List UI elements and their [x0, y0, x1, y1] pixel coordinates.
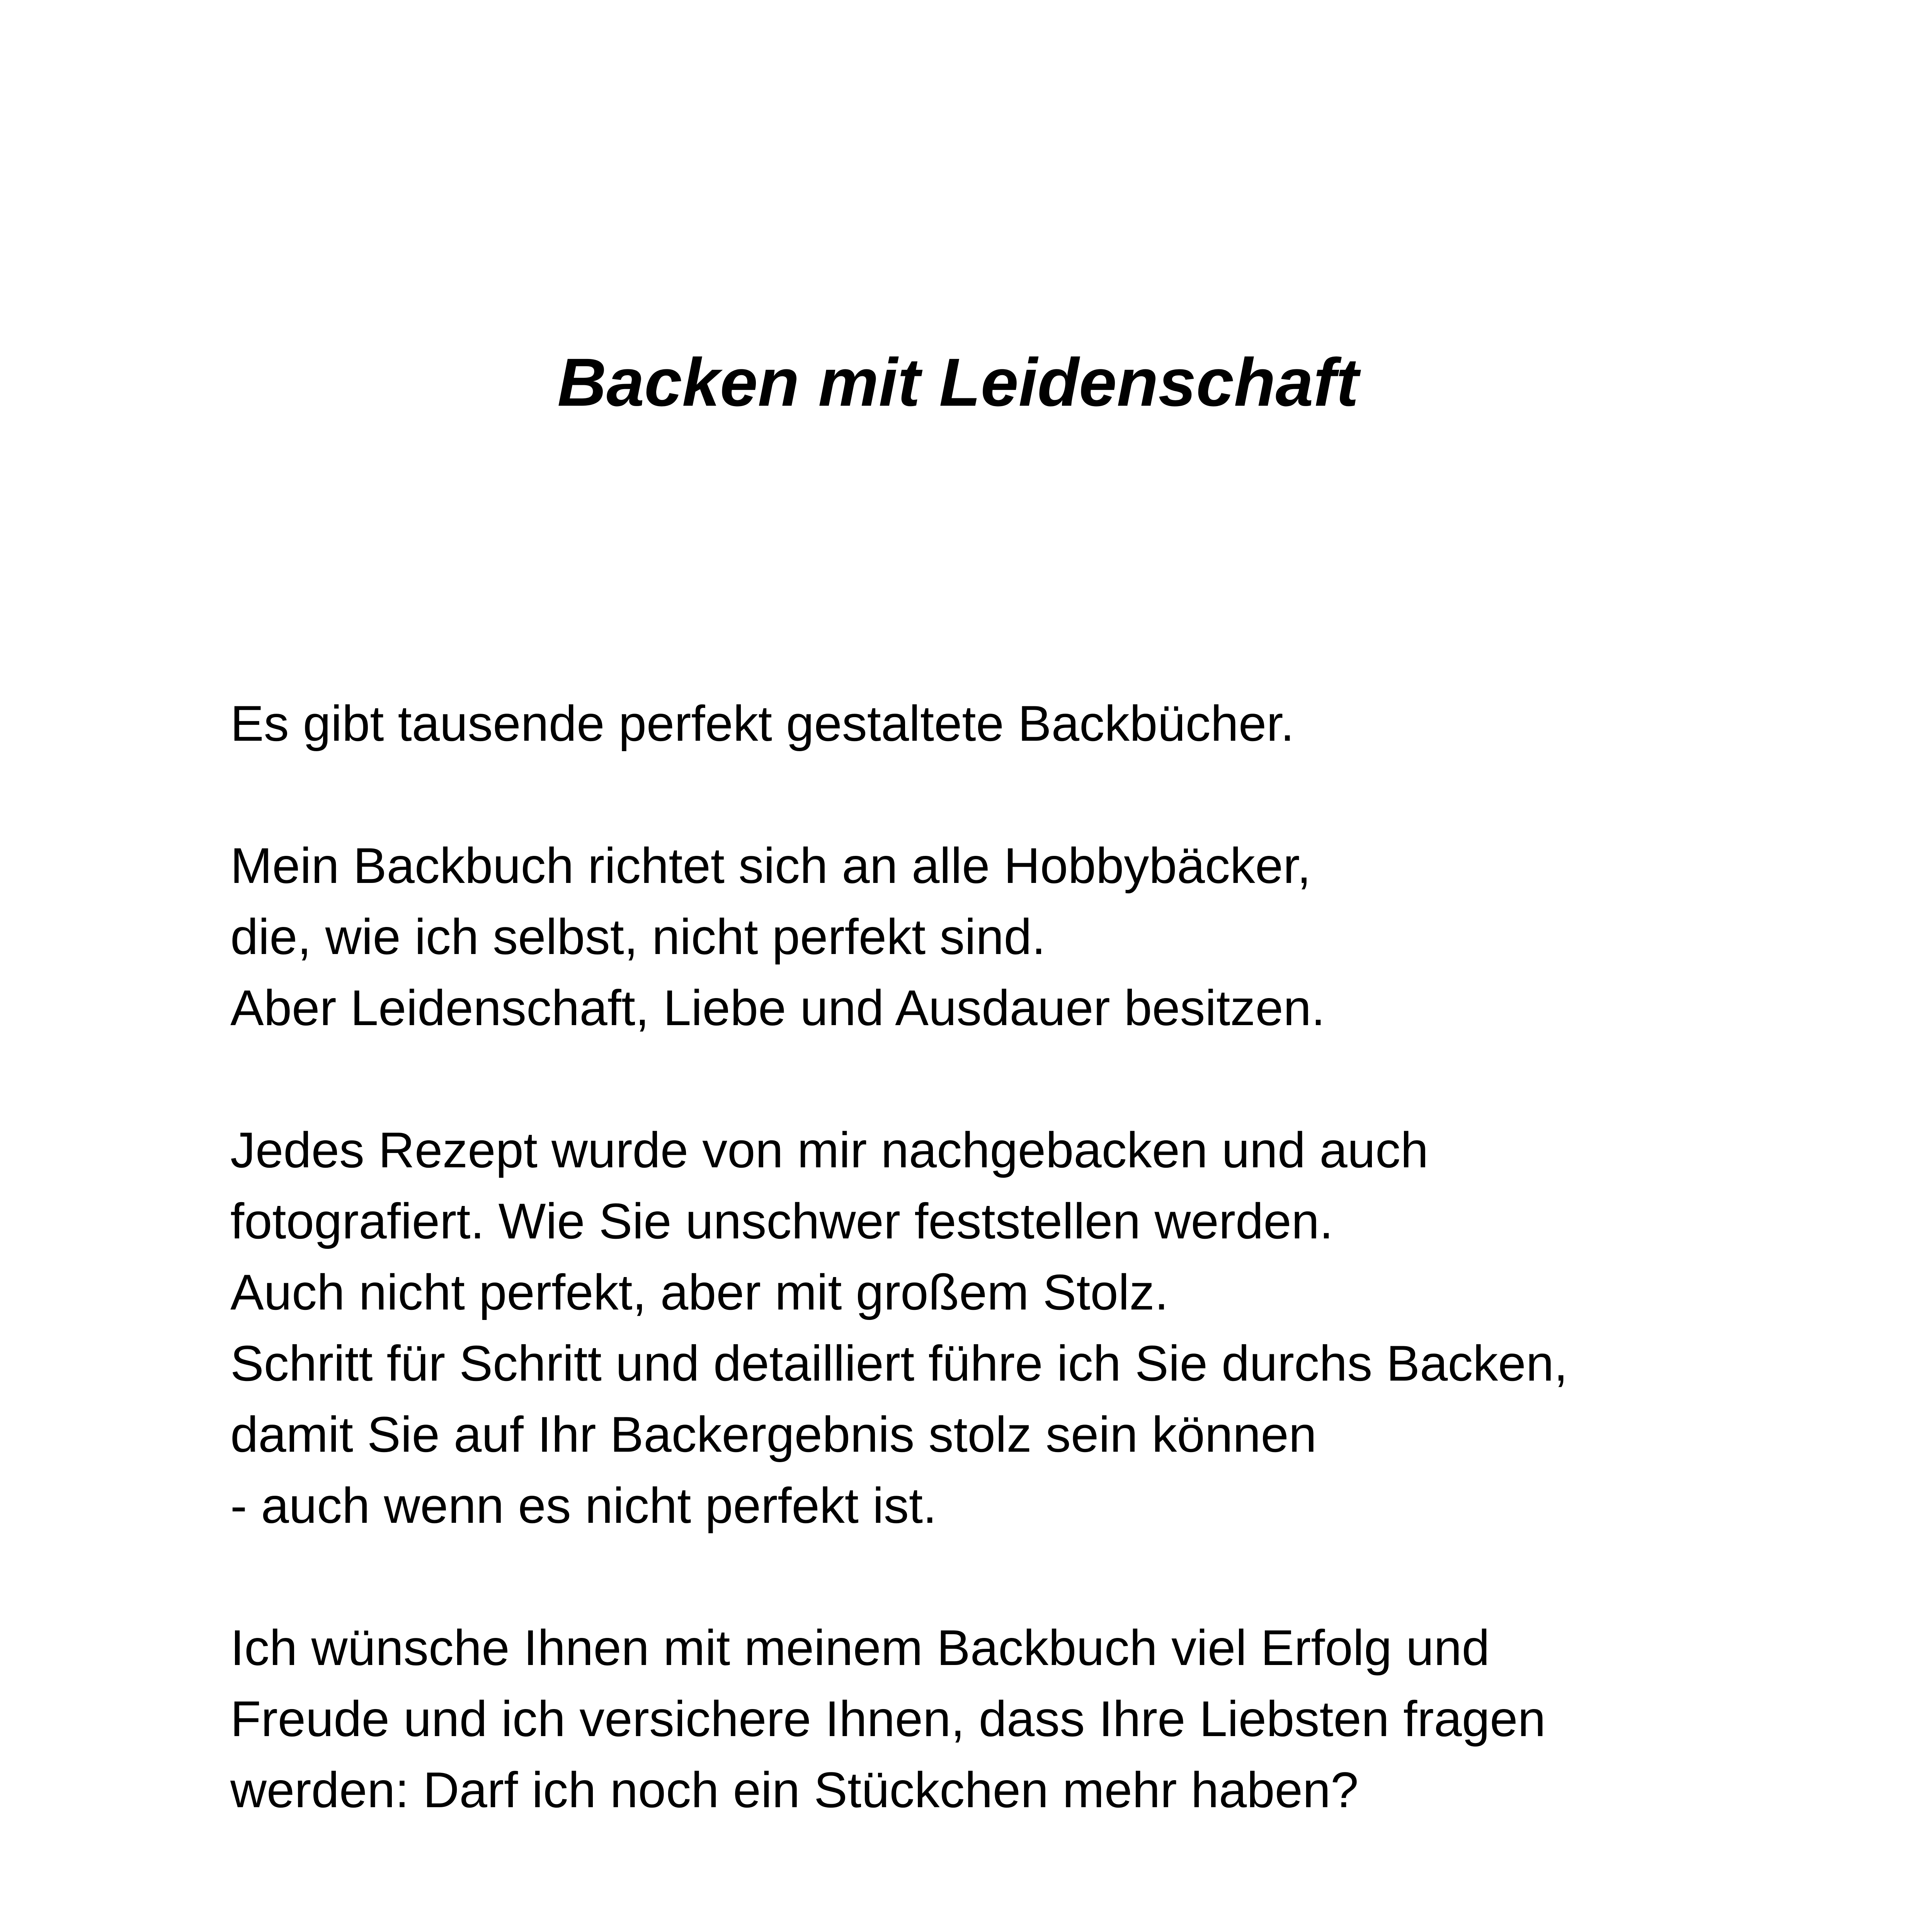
text-line: werden: Darf ich noch ein Stückchen mehr haben?: [230, 1762, 1359, 1818]
page-title: Backen mit Leidenschaft: [557, 345, 1359, 420]
text-line: Schritt für Schritt und detailliert führe ich Sie durchs Backen,: [230, 1335, 1568, 1391]
text-line: Es gibt tausende perfekt gestaltete Backbücher.: [230, 695, 1295, 752]
text-line: fotografiert. Wie Sie unschwer feststellen werden.: [230, 1193, 1334, 1249]
text-line: die, wie ich selbst, nicht perfekt sind.: [230, 908, 1046, 965]
text-line: Jedes Rezept wurde von mir nachgebacken und auch: [230, 1122, 1429, 1178]
body-text: [230, 688, 1853, 1896]
paragraph-wishes: [230, 1612, 1853, 1825]
paragraph-recipes: [230, 1114, 1853, 1541]
text-line: damit Sie auf Ihr Backergebnis stolz sein können: [230, 1406, 1317, 1463]
paragraph-intro: [230, 688, 1853, 759]
text-line: Ich wünsche Ihnen mit meinem Backbuch viel Erfolg und: [230, 1619, 1490, 1676]
text-line: Mein Backbuch richtet sich an alle Hobbybäcker,: [230, 837, 1311, 894]
text-line: - auch wenn es nicht perfekt ist.: [230, 1477, 937, 1534]
text-line: Aber Leidenschaft, Liebe und Ausdauer besitzen.: [230, 980, 1326, 1036]
text-line: Freude und ich versichere Ihnen, dass Ihre Liebsten fragen: [230, 1690, 1546, 1747]
text-line: Auch nicht perfekt, aber mit großem Stolz.: [230, 1264, 1169, 1320]
paragraph-audience: [230, 830, 1853, 1043]
